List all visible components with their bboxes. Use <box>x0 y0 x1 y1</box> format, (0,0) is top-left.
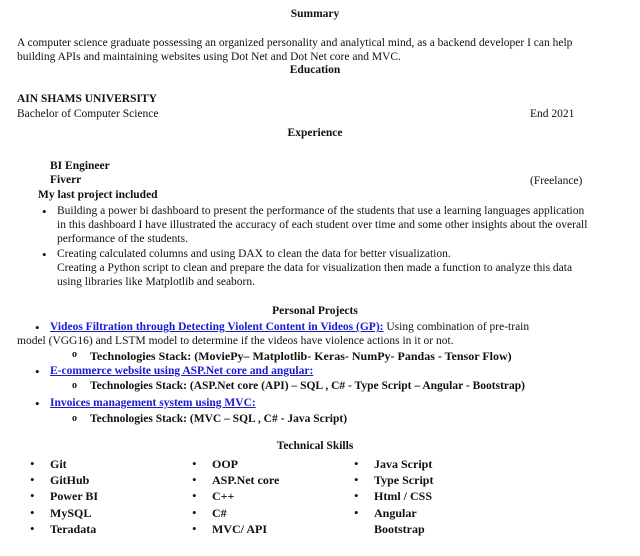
skill-col1-item: • GitHub <box>50 473 89 488</box>
skill-col1-item: • Git <box>50 457 67 472</box>
experience-job-title: BI Engineer <box>50 160 110 172</box>
project-1-link[interactable]: Videos Filtration through Detecting Violent Content in Videos (GP): <box>50 321 384 333</box>
skill-col2-item: • C++ <box>212 489 234 504</box>
skill-col2-item: • C# <box>212 506 227 521</box>
experience-bullet-2-line-3: using libraries like Matplotlib and seaborn. <box>57 276 256 288</box>
project-1-line-1 <box>50 321 529 333</box>
experience-heading: Experience <box>287 127 343 139</box>
education-heading: Education <box>289 64 341 76</box>
experience-bullet-1-line-3: performance of the students. <box>57 233 188 245</box>
skill-col3-item: • Angular <box>374 506 417 521</box>
experience-type: (Freelance) <box>530 175 583 187</box>
experience-bullet-1-line-2: in this dashboard I have illustrated the accuracy of each student over time and some other insights about the overall <box>57 219 588 231</box>
skill-col2-item: • ASP.Net core <box>212 473 279 488</box>
skill-col3-item: • Type Script <box>374 473 433 488</box>
project-1-desc: Using combination of pre-train <box>383 321 530 333</box>
education-end-date: End 2021 <box>530 108 575 120</box>
experience-company: Fiverr <box>50 174 82 186</box>
skill-col1-item: • Teradata <box>50 522 96 537</box>
project-2-link[interactable]: E-commerce website using ASP.Net core and angular: <box>50 365 314 377</box>
project-1-desc-line-2: model (VGG16) and LSTM model to determine if the videos have violence actions in it or not. <box>17 335 454 347</box>
education-degree: Bachelor of Computer Science <box>17 108 159 120</box>
summary-heading: Summary <box>290 8 340 20</box>
project-2-line <box>50 365 313 377</box>
skill-col3-item: • Html / CSS <box>374 489 432 504</box>
project-3-line <box>50 397 256 409</box>
experience-project-intro: My last project included <box>38 189 158 201</box>
skill-col2-item: • OOP <box>212 457 238 472</box>
skill-col3-item: • Java Script <box>374 457 432 472</box>
summary-line-1: A computer science graduate possessing an organized personality and analytical mind, as a backend developer I can help <box>17 37 573 49</box>
skill-col1-item: • Power BI <box>50 489 98 504</box>
project-3-link[interactable]: Invoices management system using MVC: <box>50 397 256 409</box>
projects-heading: Personal Projects <box>272 305 358 317</box>
project-3-stack: o Technologies Stack: (MVC – SQL , C# - Java Script) <box>90 413 347 425</box>
skill-col2-item: • MVC/ API <box>212 522 267 537</box>
skill-col1-item: • MySQL <box>50 506 91 521</box>
skills-heading: Technical Skills <box>276 440 354 452</box>
experience-bullet-2-line-2: Creating a Python script to clean and prepare the data for visualization then made a function to analyze this data <box>57 262 573 274</box>
skill-col3-item-continuation: Bootstrap <box>374 522 425 536</box>
summary-line-2: building APIs and maintaining websites using Dot Net and Dot Net core and MVC. <box>17 51 401 63</box>
project-2-stack: o Technologies Stack: (ASP.Net core (API) – SQL , C# - Type Script – Angular - Bootstrap) <box>90 380 525 392</box>
project-1-stack: o Technologies Stack: (MoviePy– Matplotlib- Keras- NumPy- Pandas - Tensor Flow) <box>90 349 512 364</box>
education-school: AIN SHAMS UNIVERSITY <box>17 93 157 105</box>
experience-bullet-1-line-1: • Building a power bi dashboard to present the performance of the students that use a learning languages application <box>57 205 584 217</box>
experience-bullet-2-line-1: • Creating calculated columns and using DAX to clean the data for better visualization. <box>57 248 451 260</box>
